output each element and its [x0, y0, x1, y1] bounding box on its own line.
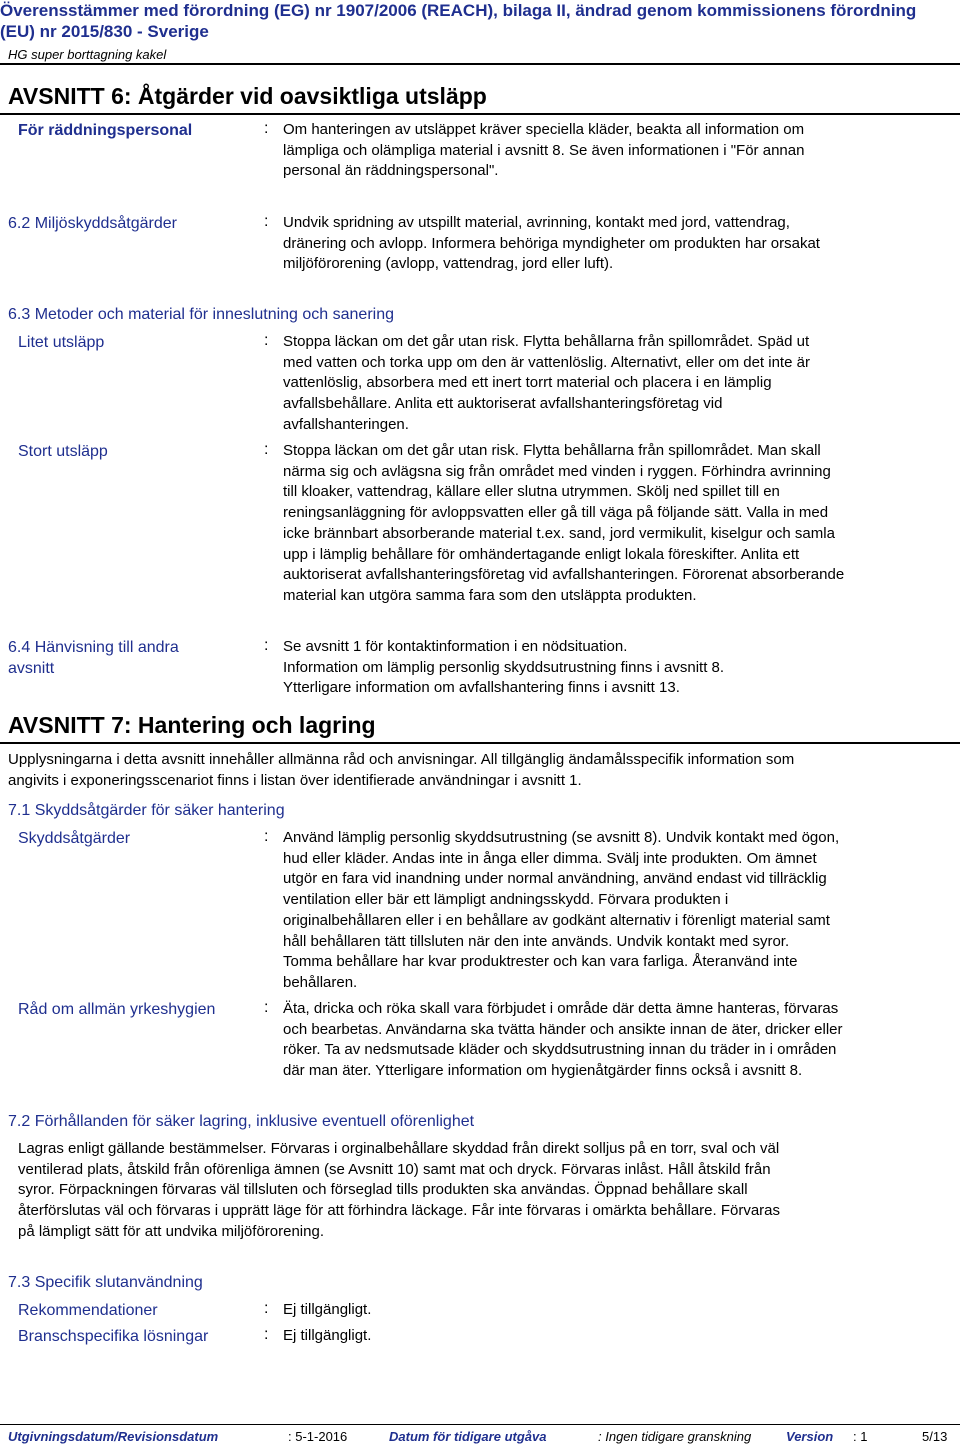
reference-label: 6.4 Hänvisning till andra avsnitt	[8, 639, 179, 677]
colon: :	[264, 120, 269, 137]
hygiene-text: Äta, dricka och röka skall vara förbjudet i område där detta ämne hanteras, förvaras och bearbetas. Användarna ska tvätta händer och ansikte innan de äter, dricker eller röker. Ta av nedsmutsade kläder och skyddsutrustning innan du träder in i områden där man äter. Ytterligare information om hygienåtgärder finns också i avsnitt 8.	[283, 1000, 843, 1080]
colon: :	[264, 213, 269, 230]
colon: :	[264, 999, 269, 1016]
large-spill-text: Stoppa läckan om det går utan risk. Flytta behållarna från spillområdet. Man skall närma sig och avlägsna sig från området med vinden i ryggen. Förhindra avrinning till kloaker, vattendrag, källare eller slutna utrymmen. Skölj ned spillet till en reningsanläggning för avloppsvatten eller gå till väga på följande sätt. Valla in med icke brännbart absorberande material t.ex. sand, jord vermikulit, kiselgur och samla upp i lämplig behållare för omhändertagande enligt lokala föreskifter. Anlita ett auktoriserat avfallshanteringsföretag vid avfallshanteringen. Förorenat absorberande material kan utgöra samma fara som den utsläppta produkten.	[283, 442, 845, 604]
storage-heading: 7.2 Förhållanden för säker lagring, inklusive eventuell oförenlighet	[8, 1113, 475, 1130]
section6-rule	[0, 113, 960, 115]
small-spill-text: Stoppa läckan om det går utan risk. Flytta behållarna från spillområdet. Späd ut med vatten och torka upp om den är vattenlöslig. Alternativt, eller om det inte är vattenlöslig, absorbera med ett inert torrt material och placera i en lämplig avfallsbehållare. Anlita ett auktoriserat avfallshanteringsföretag vid avfallshanteringen.	[283, 333, 810, 433]
rescue-personnel-text: Om hanteringen av utsläppet kräver speciella kläder, beakta all information om lämpliga och olämpliga material i avsnitt 8. Se även informationen i "För annan personal än räddningspersonal".	[283, 121, 805, 180]
large-spill-label: Stort utsläpp	[18, 443, 108, 460]
issue-date-label: Utgivningsdatum/Revisionsdatum	[8, 1429, 219, 1444]
hygiene-label: Råd om allmän yrkeshygien	[18, 1001, 216, 1018]
recommendations-value: Ej tillgängligt.	[283, 1301, 372, 1318]
footer-divider	[0, 1424, 960, 1425]
methods-heading: 6.3 Metoder och material för inneslutning och sanering	[8, 306, 394, 323]
industry-solutions-value: Ej tillgängligt.	[283, 1327, 372, 1344]
section7-intro: Upplysningarna i detta avsnitt innehåller allmänna råd och anvisningar. All tillgänglig ändamålsspecifik information som angivits i exponeringsscenariot finns i listan över identifierade användningar i avsnitt 1.	[8, 751, 795, 789]
colon: :	[264, 637, 269, 654]
colon: :	[264, 1326, 269, 1343]
protective-measures-text: Använd lämplig personlig skyddsutrustning (se avsnitt 8). Undvik kontakt med ögon, hud eller kläder. Andas inte in ånga eller dimma. Svälj inte produkten. Om ämnet utgör en fara vid inandning under normal användning, använd endast vid tillräcklig ventilation eller bär ett lämpligt andningsskydd. Förvara produkten i originalbehållaren eller i en behållare av godkänt alternativ i förenligt material samt håll behållaren tätt tillsluten när den inte används. Undvik kontakt med syror. Tomma behållare har kvar produktrester och kan vara farliga. Återanvänd inte behållaren.	[283, 829, 840, 991]
section6-title: AVSNITT 6: Åtgärder vid oavsiktliga utsläpp	[8, 83, 487, 109]
issue-date-value: : 5-1-2016	[288, 1429, 348, 1444]
section7-rule	[0, 742, 960, 744]
regulation-title-line2: (EU) nr 2015/830 - Sverige	[0, 22, 209, 41]
document-footer	[0, 1424, 960, 1446]
product-name: HG super borttagning kakel	[8, 47, 167, 62]
industry-solutions-label: Branschspecifika lösningar	[18, 1328, 209, 1345]
environment-label: 6.2 Miljöskyddsåtgärder	[8, 215, 177, 232]
storage-text: Lagras enligt gällande bestämmelser. Förvaras i orginalbehållare skyddad från direkt solljus på en torr, sval och väl ventilerad plats, åtskild från oförenliga ämnen (se Avsnitt 10) samt mat och dryck. Förvaras inlåst. Håll åtskild från syror. Förpackningen förvaras väl tillsluten och förseglad tills produkten ska användas. Öppnad behållare skall återförslutas väl och förvaras i upprätt läge för att förhindra läckage. Får inte förvaras i omärkta behållare. Förvaras på lämpligt sätt för att undvika miljöförorening.	[18, 1140, 781, 1240]
header-divider	[0, 63, 960, 65]
section7-title: AVSNITT 7: Hantering och lagring	[8, 712, 376, 738]
protective-measures-label: Skyddsåtgärder	[18, 830, 131, 847]
regulation-title-line1: Överensstämmer med förordning (EG) nr 1907/2006 (REACH), bilaga II, ändrad genom kommissionens förordning	[0, 1, 917, 20]
recommendations-label: Rekommendationer	[18, 1302, 158, 1319]
previous-date-value: : Ingen tidigare granskning	[598, 1429, 752, 1444]
environment-text: Undvik spridning av utspillt material, avrinning, kontakt med jord, vattendrag, dränering och avlopp. Informera behöriga myndigheter om produkten har orsakat miljöförorening (avlopp, vattendrag, jord eller luft).	[283, 214, 820, 273]
version-value: : 1	[853, 1429, 868, 1444]
small-spill-label: Litet utsläpp	[18, 334, 105, 351]
rescue-personnel-label: För räddningspersonal	[18, 122, 193, 139]
end-use-heading: 7.3 Specifik slutanvändning	[8, 1274, 203, 1291]
colon: :	[264, 1300, 269, 1317]
colon: :	[264, 332, 269, 349]
page-number: 5/13	[922, 1429, 948, 1444]
version-label: Version	[786, 1429, 834, 1444]
colon: :	[264, 441, 269, 458]
reference-text: Se avsnitt 1 för kontaktinformation i en nödsituation. Information om lämplig personlig skyddsutrustning finns i avsnitt 8. Ytterligare information om avfallshantering finns i avsnitt 13.	[283, 638, 725, 697]
safe-handling-heading: 7.1 Skyddsåtgärder för säker hantering	[8, 802, 285, 819]
previous-date-label: Datum för tidigare utgåva	[389, 1429, 547, 1444]
colon: :	[264, 828, 269, 845]
